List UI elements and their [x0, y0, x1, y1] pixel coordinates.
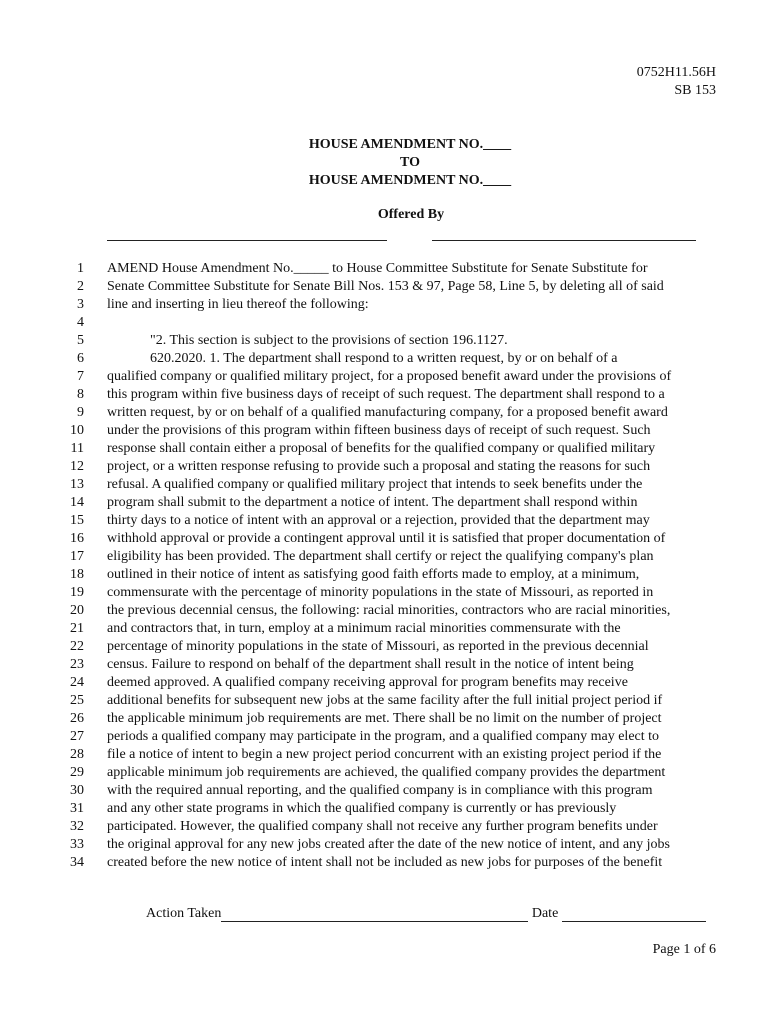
line-text: project, or a written response refusing to provide such a proposal and stating the reasons for such [107, 459, 651, 474]
line-text: 620.2020. 1. The department shall respond to a written request, by or on behalf of a [150, 351, 618, 366]
line-text: the applicable minimum job requirements are met. There shall be no limit on the number of project [107, 711, 662, 726]
title-line-1: HOUSE AMENDMENT NO.____ [308, 137, 512, 152]
text-line [0, 458, 770, 476]
line-text: AMEND House Amendment No._____ to House Committee Substitute for Senate Substitute for [107, 261, 648, 276]
text-line [0, 818, 770, 836]
line-number: 10 [70, 423, 84, 438]
line-text: and any other state programs in which the qualified company is currently or has previously [107, 801, 617, 816]
text-line [0, 764, 770, 782]
line-number: 7 [77, 369, 84, 384]
text-line [0, 746, 770, 764]
line-text: with the required annual reporting, and the qualified company is in compliance with this program [107, 783, 653, 798]
line-text: and contractors that, in turn, employ at a minimum racial minorities commensurate with the [107, 621, 621, 636]
text-line [0, 800, 770, 818]
text-line [0, 602, 770, 620]
line-number: 28 [70, 747, 84, 762]
text-line [0, 476, 770, 494]
line-number: 1 [77, 261, 84, 276]
line-text: "2. This section is subject to the provisions of section 196.1127. [150, 333, 508, 348]
text-line [0, 782, 770, 800]
doc-code: 0752H11.56H [636, 65, 716, 80]
line-number: 31 [70, 801, 84, 816]
line-text: applicable minimum job requirements are achieved, the qualified company provides the department [107, 765, 666, 780]
text-line [0, 296, 770, 314]
offered-by-label: Offered By [377, 207, 445, 222]
line-number: 32 [70, 819, 84, 834]
line-text: periods a qualified company may participate in the program, and a qualified company may elect to [107, 729, 660, 744]
line-text: line and inserting in lieu thereof the following: [107, 297, 369, 312]
date-blank [562, 907, 706, 922]
text-line [0, 530, 770, 548]
sponsor-signature-line-right [432, 240, 696, 241]
line-text: qualified company or qualified military project, for a proposed benefit award under the provisions of [107, 369, 672, 384]
text-line [0, 350, 770, 368]
line-text: commensurate with the percentage of minority populations in the state of Missouri, as reported in [107, 585, 654, 600]
action-taken-label: Action Taken [146, 906, 222, 921]
line-text: additional benefits for subsequent new jobs at the same facility after the full initial project period if [107, 693, 663, 708]
line-text: participated. However, the qualified company shall not receive any further program benefits under [107, 819, 658, 834]
text-line [0, 332, 770, 350]
text-line [0, 278, 770, 296]
line-number: 5 [77, 333, 84, 348]
line-text: thirty days to a notice of intent with an approval or a rejection, provided that the department may [107, 513, 650, 528]
line-text: under the provisions of this program within fifteen business days of receipt of such request. Such [107, 423, 651, 438]
document-identifier [637, 64, 716, 100]
line-number: 12 [70, 459, 84, 474]
line-number: 22 [70, 639, 84, 654]
text-line [0, 314, 770, 332]
line-number: 4 [77, 315, 84, 330]
text-line [0, 566, 770, 584]
action-taken-row [146, 906, 706, 922]
text-line [0, 854, 770, 872]
line-text: the previous decennial census, the following: racial minorities, contractors who are racial minorities, [107, 603, 671, 618]
text-line [0, 494, 770, 512]
line-text: refusal. A qualified company or qualified military project that intends to seek benefits under the [107, 477, 643, 492]
line-number: 33 [70, 837, 84, 852]
line-text: created before the new notice of intent shall not be included as new jobs for purposes of the benefit [107, 855, 663, 870]
text-line [0, 674, 770, 692]
line-number: 14 [70, 495, 84, 510]
line-number: 20 [70, 603, 84, 618]
line-text: eligibility has been provided. The department shall certify or reject the qualifying company's plan [107, 549, 654, 564]
bill-number: SB 153 [674, 83, 716, 98]
text-line [0, 638, 770, 656]
line-number: 21 [70, 621, 84, 636]
line-text: outlined in their notice of intent as satisfying good faith efforts made to employ, at a minimum, [107, 567, 640, 582]
line-number: 19 [70, 585, 84, 600]
text-line [0, 620, 770, 638]
line-text: written request, by or on behalf of a qualified manufacturing company, for a proposed benefit award [107, 405, 668, 420]
title-line-2: TO [400, 155, 420, 170]
line-number: 27 [70, 729, 84, 744]
text-line [0, 584, 770, 602]
text-line [0, 836, 770, 854]
text-line [0, 368, 770, 386]
line-number: 23 [70, 657, 84, 672]
text-line [0, 260, 770, 278]
line-number: 3 [77, 297, 84, 312]
line-number: 9 [77, 405, 84, 420]
line-number: 17 [70, 549, 84, 564]
amendment-title [0, 136, 770, 190]
line-number: 30 [70, 783, 84, 798]
page-number: Page 1 of 6 [652, 942, 716, 957]
line-number: 2 [77, 279, 84, 294]
line-number: 11 [70, 441, 84, 456]
line-number: 18 [70, 567, 84, 582]
text-line [0, 548, 770, 566]
line-text: percentage of minority populations in the state of Missouri, as reported in the previous decennial [107, 639, 649, 654]
text-line [0, 422, 770, 440]
sponsor-signature-line-left [107, 240, 387, 241]
text-line [0, 692, 770, 710]
line-text: the original approval for any new jobs created after the date of the new notice of intent, and any jobs [107, 837, 670, 852]
line-text: deemed approved. A qualified company receiving approval for program benefits may receive [107, 675, 628, 690]
line-text: response shall contain either a proposal of benefits for the qualified company or qualified military [107, 441, 656, 456]
text-line [0, 440, 770, 458]
line-number: 13 [70, 477, 84, 492]
line-text: program shall submit to the department a notice of intent. The department shall respond within [107, 495, 638, 510]
text-line [0, 710, 770, 728]
text-line [0, 512, 770, 530]
line-number: 8 [77, 387, 84, 402]
text-line [0, 404, 770, 422]
line-number: 6 [77, 351, 84, 366]
text-line [0, 386, 770, 404]
line-text: Senate Committee Substitute for Senate Bill Nos. 153 & 97, Page 58, Line 5, by deleting all of said [107, 279, 664, 294]
line-text: this program within five business days of receipt of such request. The department shall respond to a [107, 387, 665, 402]
line-number: 26 [70, 711, 84, 726]
line-number: 15 [70, 513, 84, 528]
text-line [0, 656, 770, 674]
line-number: 24 [70, 675, 84, 690]
text-line [0, 728, 770, 746]
line-number: 34 [70, 855, 84, 870]
line-number: 16 [70, 531, 84, 546]
title-line-3: HOUSE AMENDMENT NO.____ [308, 173, 512, 188]
line-number: 29 [70, 765, 84, 780]
line-text: withhold approval or provide a contingent approval until it is satisfied that proper documentation of [107, 531, 666, 546]
action-taken-blank [221, 907, 528, 922]
line-number: 25 [70, 693, 84, 708]
date-label: Date [531, 906, 559, 921]
line-text: census. Failure to respond on behalf of the department shall result in the notice of intent being [107, 657, 634, 672]
line-text: file a notice of intent to begin a new project period concurrent with an existing project period if the [107, 747, 662, 762]
amendment-body [0, 260, 770, 872]
